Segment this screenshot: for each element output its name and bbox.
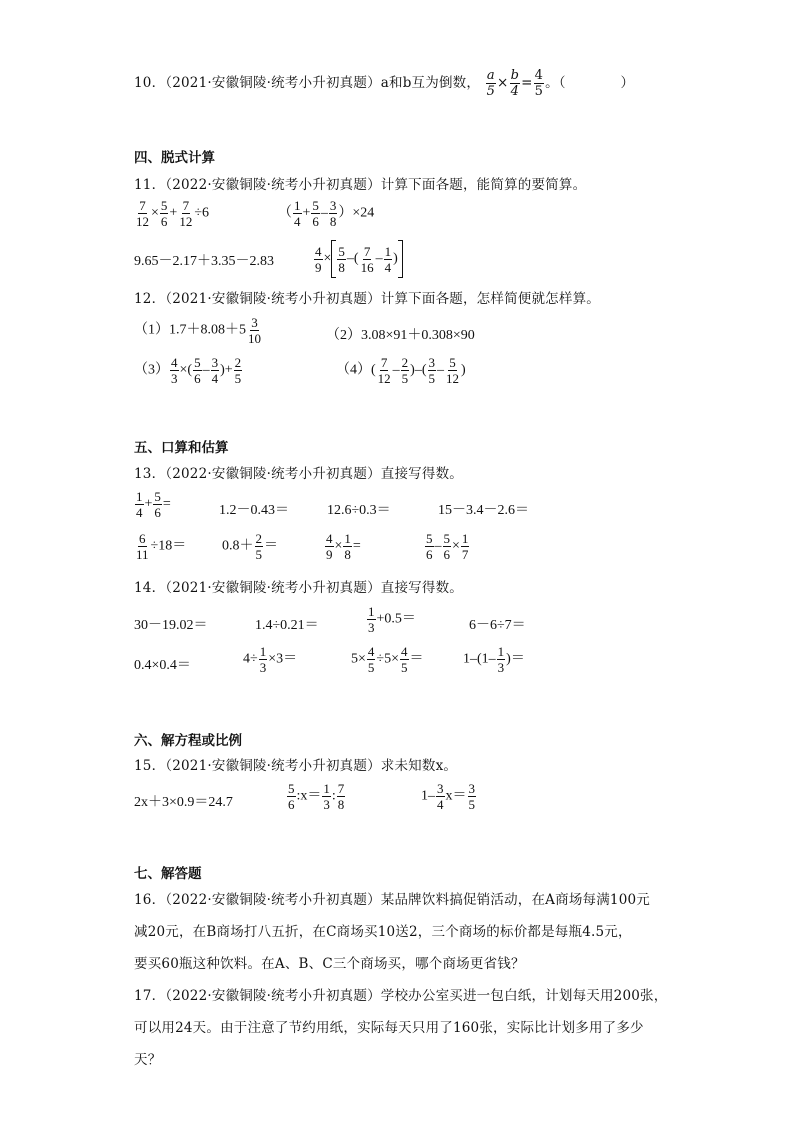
question-16-line-3: 要买60瓶这种饮料。在A、B、C三个商场买，哪个商场更省钱？ — [134, 956, 525, 972]
q13-item-2: 1.2－0.43＝ — [219, 503, 289, 518]
q14-item-3: $\frac{1}{3}$ +0.5＝ — [368, 604, 416, 635]
q14-item-4: 6－6÷7＝ — [469, 618, 526, 633]
q15-equation-1: 2x＋3×0.9＝24.7 — [134, 795, 233, 810]
fraction: $\frac{b}{4}$ — [510, 68, 520, 99]
question-17-line-2: 可以用24天。由于注意了节约用纸，实际每天只用了160张，实际比计划多用了多少 — [134, 1020, 644, 1036]
q13-item-6: 0.8＋ $\frac{2}{5}$ ＝ — [222, 531, 278, 562]
answer-blank[interactable]: 。（ ） — [545, 75, 635, 91]
q14-item-1: 30－19.02＝ — [134, 618, 208, 633]
q15-equation-2: $\frac{5}{6}$ :x＝ $\frac{1}{3}$ : $\frac{7}{8}$ — [288, 781, 345, 812]
question-13-text: 13．（2022·安徽铜陵·统考小升初真题）直接写得数。 — [134, 466, 463, 482]
q15-equation-3: 1– $\frac{3}{4}$ x＝ $\frac{3}{5}$ — [421, 781, 475, 812]
q13-item-7: $\frac{4}{9}$ × $\frac{1}{8}$ = — [326, 531, 361, 562]
question-12-text: 12．（2021·安徽铜陵·统考小升初真题）计算下面各题，怎样简便就怎样算。 — [134, 291, 600, 307]
question-16-line-2: 减20元，在B商场打八五折，在C商场买10送2，三个商场的标价都是每瓶4.5元， — [134, 924, 632, 940]
q14-item-8: 1–(1– $\frac{1}{3}$ )＝ — [463, 644, 525, 675]
q13-item-5: $\frac{6}{11}$ ÷18＝ — [136, 531, 187, 562]
q14-item-6: 4÷ $\frac{1}{3}$ ×3＝ — [243, 644, 298, 675]
fraction: $\frac{a}{5}$ — [486, 68, 496, 99]
section-heading-7: 七、解答题 — [134, 866, 202, 882]
q12-expression-4: （4）( $\frac{7}{12}$ – $\frac{2}{5}$ )–( $\frac{3}{5}$ – $\frac{5}{12}$ ) — [336, 355, 466, 386]
section-heading-4: 四、脱式计算 — [134, 150, 215, 166]
operator: × — [497, 75, 509, 91]
q10-text: 10．（2021·安徽铜陵·统考小升初真题）a和b互为倒数， — [134, 75, 481, 91]
q12-expression-2: （2）3.08×91＋0.308×90 — [326, 328, 475, 343]
q13-item-3: 12.6÷0.3＝ — [327, 503, 391, 518]
q13-item-1: $\frac{1}{4}$ + $\frac{5}{6}$ = — [136, 489, 171, 520]
question-15-text: 15．（2021·安徽铜陵·统考小升初真题）求未知数x。 — [134, 758, 458, 774]
q12-expression-1: （1）1.7＋8.08＋5 $\frac{3}{10}$ — [134, 315, 261, 346]
q14-item-5: 0.4×0.4＝ — [134, 658, 191, 673]
q11-expression-3: 9.65－2.17＋3.35－2.83 — [134, 254, 274, 269]
q13-item-4: 15－3.4－2.6＝ — [438, 503, 529, 518]
operator: = — [521, 75, 533, 91]
q12-expression-3: （3） $\frac{4}{3}$ ×( $\frac{5}{6}$ – $\frac{3}{4}$ )+ $\frac{2}{5}$ — [134, 355, 242, 386]
section-heading-6: 六、解方程或比例 — [134, 733, 242, 749]
q13-item-8: $\frac{5}{6}$ – $\frac{5}{6}$ × $\frac{1}{7}$ — [426, 531, 469, 562]
q14-item-7: 5× $\frac{4}{5}$ ÷5× $\frac{4}{5}$ ＝ — [351, 644, 424, 675]
question-11-text: 11．（2022·安徽铜陵·统考小升初真题）计算下面各题，能简算的要简算。 — [134, 177, 587, 193]
q11-expression-1: $\frac{7}{12}$ × $\frac{5}{6}$ + $\frac{7}{12}$ ÷6 — [136, 198, 209, 229]
question-16-line-1: 16．（2022·安徽铜陵·统考小升初真题）某品牌饮料搞促销活动，在A商场每满100元 — [134, 892, 650, 908]
question-14-text: 14．（2021·安徽铜陵·统考小升初真题）直接写得数。 — [134, 580, 463, 596]
q14-item-2: 1.4÷0.21＝ — [255, 618, 319, 633]
q11-expression-2: （ $\frac{1}{4}$ + $\frac{5}{6}$ – $\frac{3}{8}$ ）×24 — [278, 198, 375, 229]
question-17-line-1: 17．（2022·安徽铜陵·统考小升初真题）学校办公室买进一包白纸，计划每天用200张， — [134, 988, 668, 1004]
q11-expression-4: $\frac{4}{9}$ × $\frac{5}{8}$ –( $\frac{7}{16}$ – $\frac{1}{4}$ ) — [313, 240, 403, 278]
question-17-line-3: 天？ — [134, 1052, 162, 1068]
question-10 — [134, 69, 634, 98]
fraction: $\frac{4}{5}$ — [534, 68, 544, 99]
section-heading-5: 五、口算和估算 — [134, 440, 229, 456]
